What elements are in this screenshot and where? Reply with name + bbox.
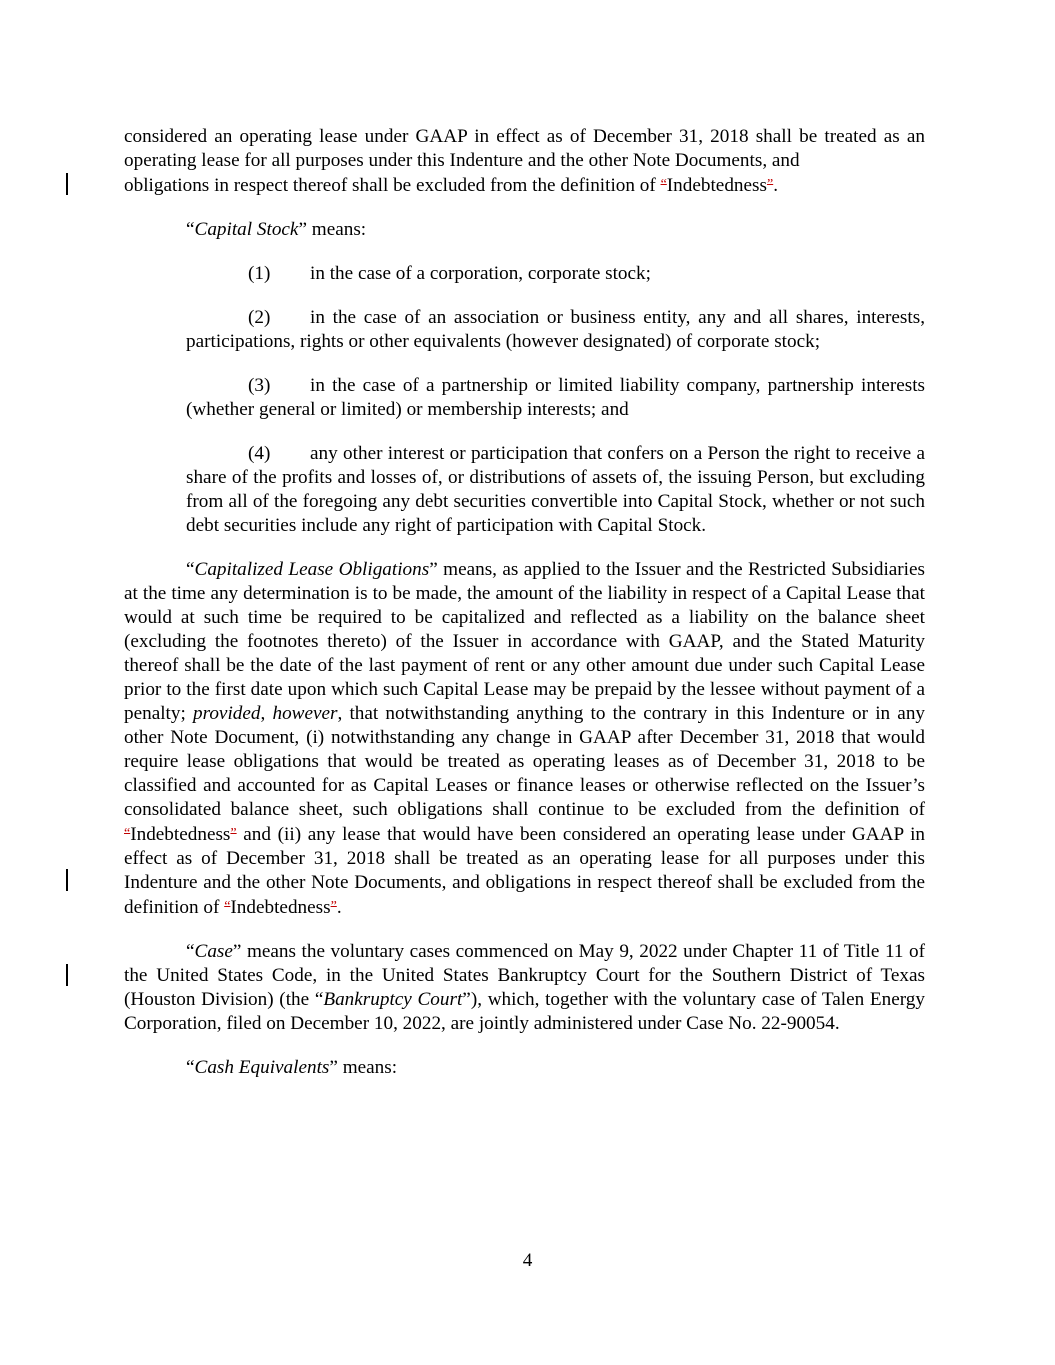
list-item: (1) in the case of a corporation, corporate stock; [248, 263, 651, 284]
change-bar [66, 869, 68, 891]
list-item: (2) in the case of an association or business entity, any and all shares, interests, participations, rights or other equivalents (however designated) of corporate stock; [186, 307, 925, 352]
list-item: (3) in the case of a partnership or limited liability company, partnership interests (whether general or limited) or membership interests; and [186, 375, 925, 420]
definition-case: “Case” means the voluntary cases commenced on May 9, 2022 under Chapter 11 of Title 11 of the United States Code, in the United States Bankruptcy Court for the Southern District of Texas (Houston Division) (the “Bankruptcy Court”), which, together with the voluntary case of Talen Energy Corporation, filed on December 10, 2022, are jointly administered under Case No. 22-90054. [124, 941, 925, 1034]
lease-paragraph-tail: considered an operating lease under GAAP in effect as of December 31, 2018 shall be treated as an operating lease for all purposes under this Indenture and the other Note Documents, and obligations in respect thereof shall be excluded from the definition of “Indebtedness”. [124, 126, 926, 196]
definition-cash-equivalents: “Cash Equivalents” means: [186, 1057, 398, 1078]
list-item: (4) any other interest or participation that confers on a Person the right to receive a share of the profits and losses of, or distributions of assets of, the issuing Person, but excluding from all of the foregoing any debt securities convertible into Capital Stock, whether or not such debt securities include any right of participation with Capital Stock. [186, 443, 925, 536]
definition-capital-stock: “Capital Stock” means: [186, 219, 367, 240]
change-bar [66, 964, 68, 986]
defined-term: Capital Stock [194, 219, 299, 240]
defined-term: Cash Equivalents [194, 1057, 330, 1078]
page-number: 4 [522, 1250, 533, 1271]
definition-capitalized-lease-obligations: “Capitalized Lease Obligations” means, as applied to the Issuer and the Restricted Subsidiaries at the time any determination is to be made, the amount of the liability in respect of a Capital Lease that would at such time be required to be capitalized and reflected as a liability on the balance sheet (excluding the footnotes thereto) of the Issuer in accordance with GAAP, and the Stated Maturity thereof shall be the date of the last payment of rent or any other amount due under such Capital Lease prior to the first date upon which such Capital Lease may be prepaid by the lessee without payment of a penalty; provided, however, that notwithstanding anything to the contrary in this Indenture or in any other Note Document, (i) notwithstanding any change in GAAP after December 31, 2018 that would require lease obligations that would be treated as operating leases as of December 31, 2018 to be classified and accounted for as Capital Leases or finance leases or otherwise reflected on the Issuer’s consolidated balance sheet, such obligations shall continue to be excluded from the definition of “Indebtedness” and (ii) any lease that would have been considered an operating lease under GAAP in effect as of December 31, 2018 shall be treated as an operating lease for all purposes under this Indenture and the other Note Documents, and obligations in respect thereof shall be excluded from the definition of “Indebtedness”. [124, 559, 926, 918]
document-body [124, 125, 925, 1080]
change-bar [66, 173, 68, 195]
defined-term: Case [194, 941, 233, 962]
defined-term: Capitalized Lease Obligations [194, 559, 430, 580]
